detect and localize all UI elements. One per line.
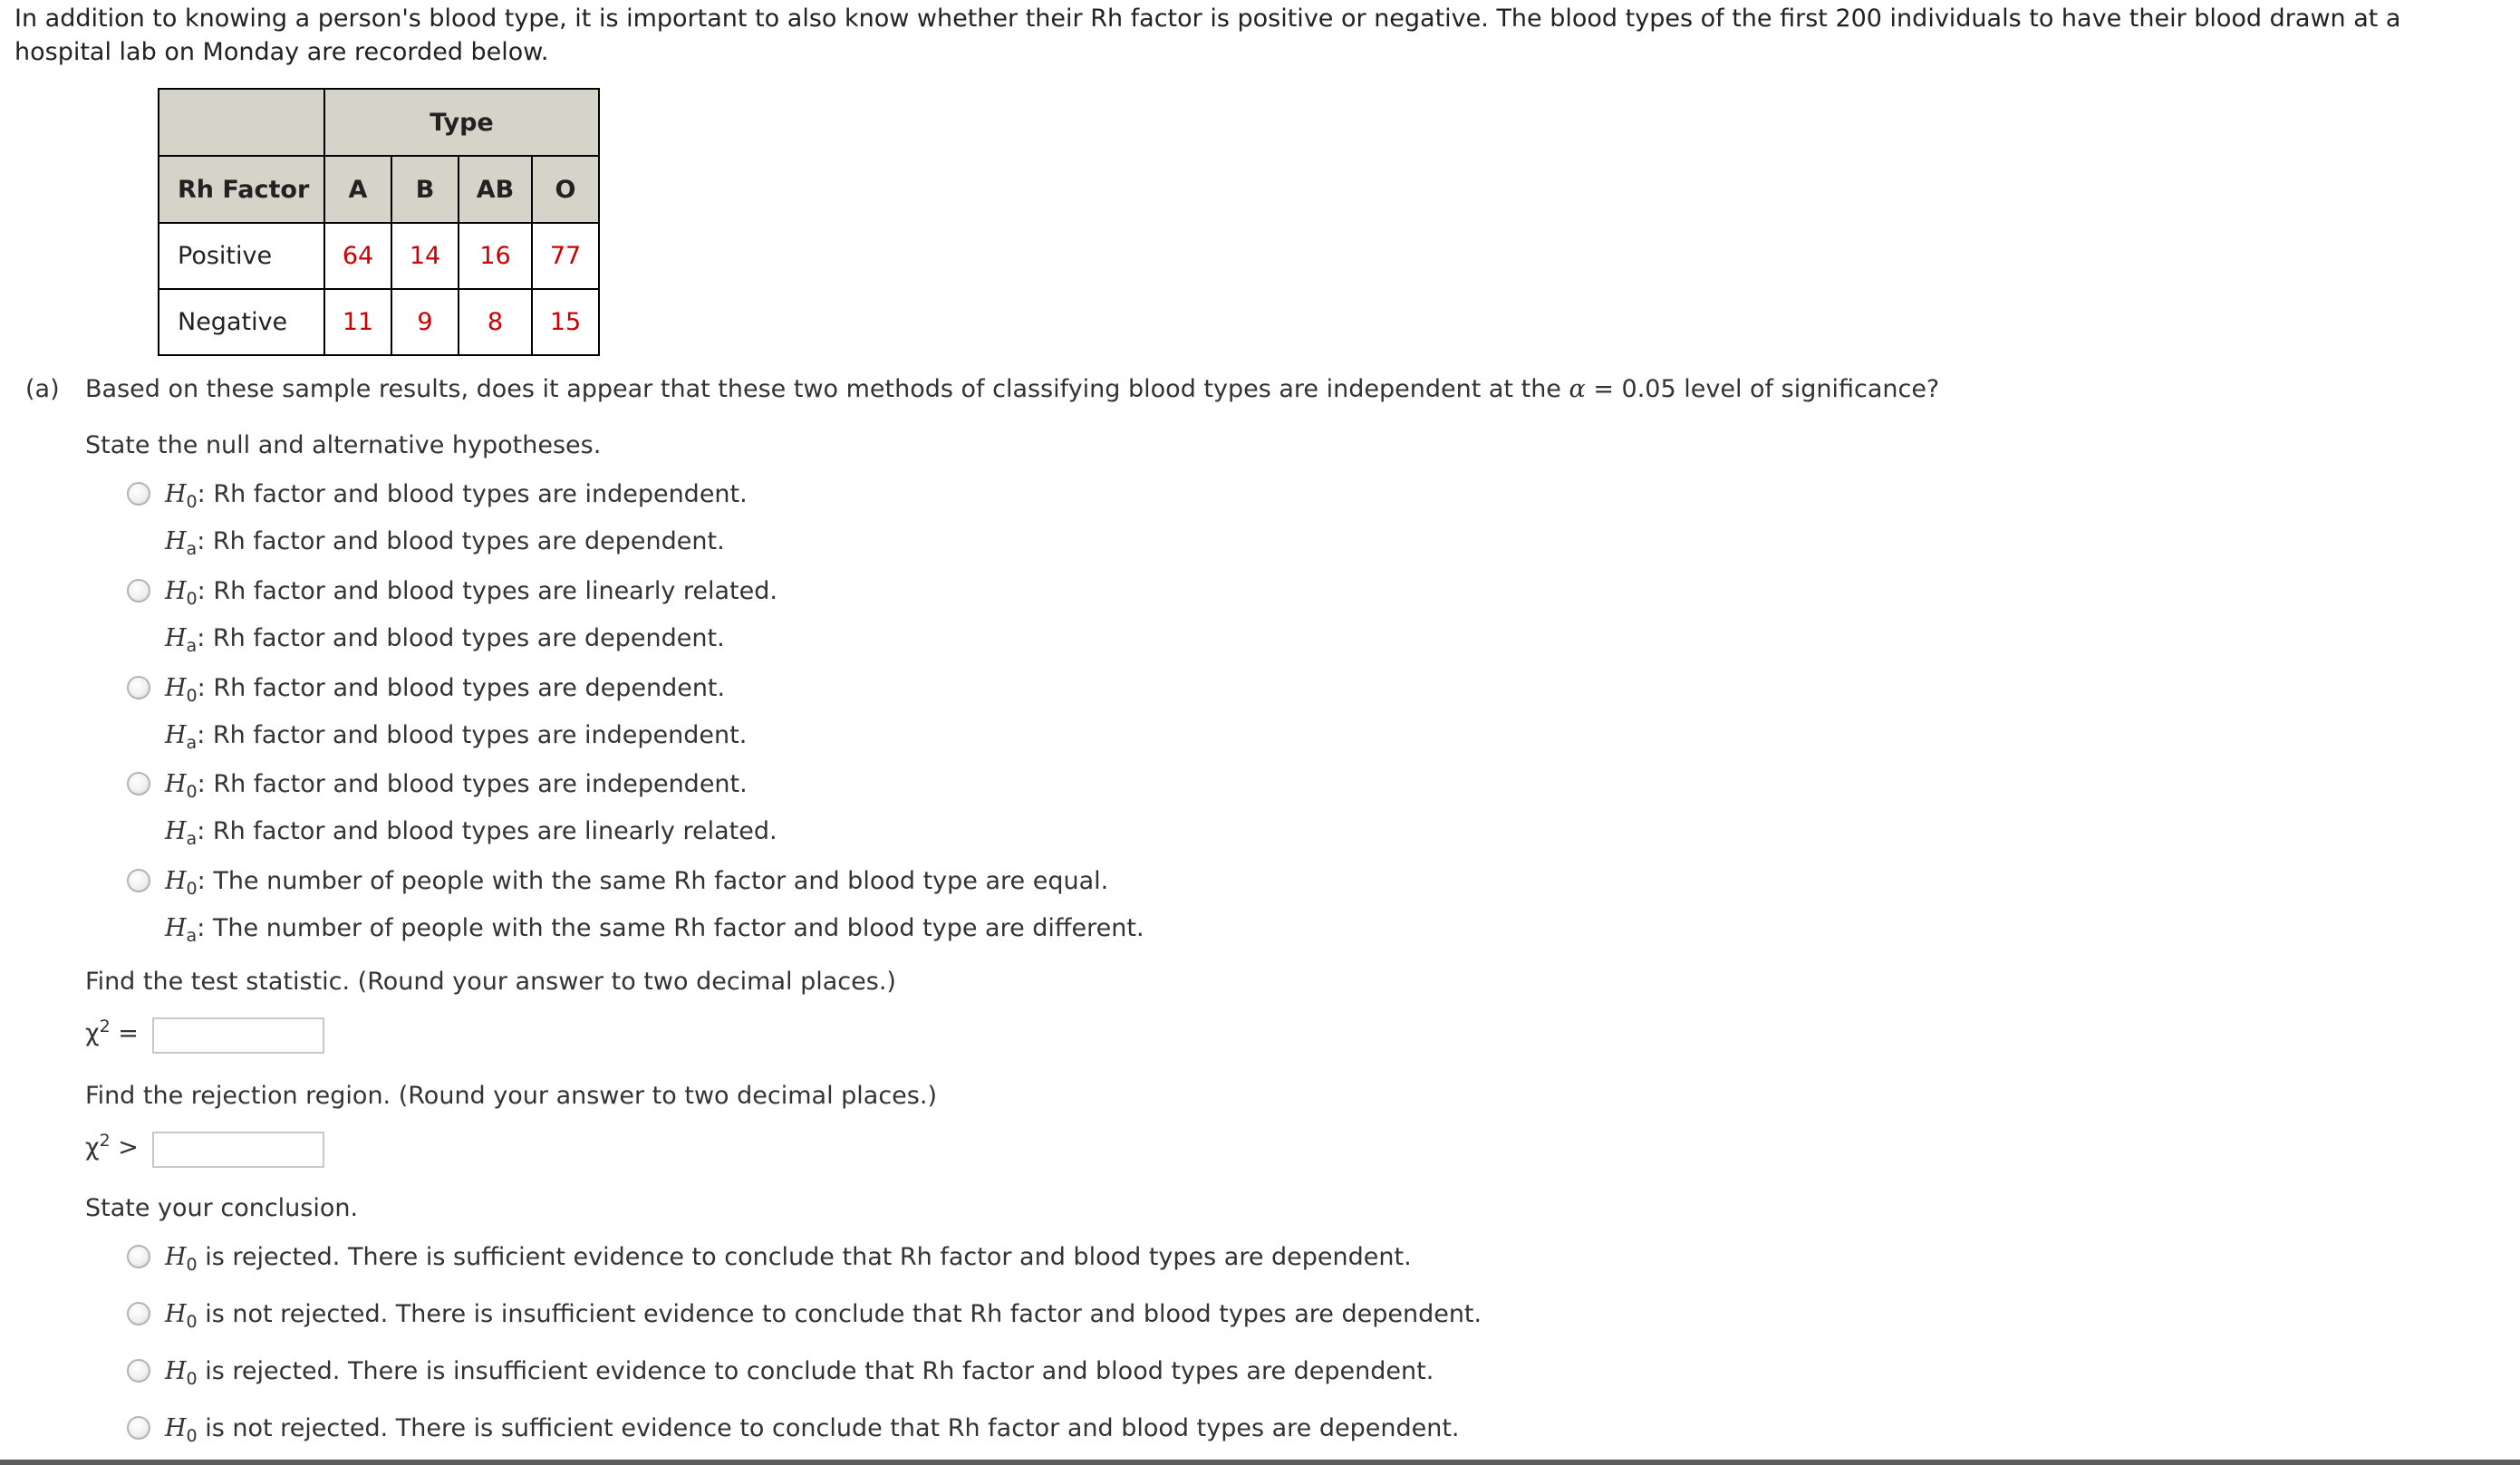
test-statistic-prompt: Find the test statistic. (Round your answer to two decimal places.) <box>85 968 896 996</box>
conclusion-radio-4[interactable] <box>127 1416 150 1440</box>
intro-text: In addition to knowing a person's blood type, it is important to also know whether their Rh factor is positive or negative. The blood types of the first 200 individuals to have their blood drawn at a hospital lab on Monday are recorded below. <box>14 5 2401 66</box>
part-a-question <box>85 375 1939 403</box>
table-row <box>159 223 599 289</box>
alpha-symbol: α <box>1569 375 1586 403</box>
type-header: Type <box>324 89 599 156</box>
cell-negative-o: 15 <box>532 289 599 355</box>
conclusion-radio-2[interactable] <box>127 1302 150 1325</box>
question-end: = 0.05 level of significance? <box>1593 375 1940 403</box>
hypotheses-prompt: State the null and alternative hypotheses. <box>85 431 602 459</box>
ha-text: Rh factor and blood types are dependent. <box>212 624 725 652</box>
conclusion-radio-1[interactable] <box>127 1245 150 1268</box>
h0-text: The number of people with the same Rh factor and blood type are equal. <box>213 867 1109 895</box>
hypothesis-radio-1[interactable] <box>127 482 150 506</box>
row-label-negative: Negative <box>159 289 324 355</box>
cell-positive-a: 64 <box>324 223 391 289</box>
hypothesis-radio-3[interactable] <box>127 676 150 699</box>
rh-factor-header: Rh Factor <box>159 156 324 223</box>
hypothesis-radio-4[interactable] <box>127 772 150 795</box>
test-statistic-input[interactable] <box>152 1017 324 1054</box>
column-header-ab: AB <box>459 156 532 223</box>
blood-type-table <box>158 88 600 356</box>
rejection-region-input[interactable] <box>152 1132 324 1168</box>
cell-negative-b: 9 <box>391 289 459 355</box>
rejection-region-prompt: Find the rejection region. (Round your answer to two decimal places.) <box>85 1082 937 1110</box>
cell-negative-a: 11 <box>324 289 391 355</box>
h0-text: Rh factor and blood types are linearly related. <box>213 577 777 605</box>
ha-text: The number of people with the same Rh factor and blood type are different. <box>212 914 1144 942</box>
conclusion-radio-3[interactable] <box>127 1359 150 1383</box>
h0-text: Rh factor and blood types are independent. <box>213 770 748 798</box>
hypothesis-radio-2[interactable] <box>127 579 150 602</box>
conclusion-text: is rejected. There is insufficient evidence to conclude that Rh factor and blood types are dependent. <box>205 1357 1434 1385</box>
hypothesis-option-2[interactable]: $H_0$: Rh factor and blood types are linearly related. $H_a$: Rh factor and blood types are dependent. <box>165 577 777 656</box>
conclusion-option-1[interactable]: $H_0$ is rejected. There is sufficient evidence to conclude that Rh factor and blood types are dependent. <box>165 1243 1412 1275</box>
chi-squared-equals-label: $\chi^2$ = <box>85 1017 139 1047</box>
chi-symbol: χ <box>85 1019 100 1047</box>
hypothesis-option-1[interactable]: $H_0$: Rh factor and blood types are independent. $H_a$: Rh factor and blood types are dependent. <box>165 480 748 559</box>
cell-negative-ab: 8 <box>459 289 532 355</box>
hypothesis-option-5[interactable]: $H_0$: The number of people with the same Rh factor and blood type are equal. $H_a$: The number of people with the same Rh factor and blood type are different. <box>165 867 1144 946</box>
table-corner <box>159 89 324 156</box>
column-header-a: A <box>324 156 391 223</box>
conclusion-option-2[interactable]: $H_0$ is not rejected. There is insufficient evidence to conclude that Rh factor and blood types are dependent. <box>165 1300 1482 1332</box>
hypothesis-option-4[interactable]: $H_0$: Rh factor and blood types are independent. $H_a$: Rh factor and blood types are linearly related. <box>165 770 777 849</box>
ha-text: Rh factor and blood types are independent. <box>212 721 748 749</box>
row-label-positive: Positive <box>159 223 324 289</box>
hypothesis-radio-5[interactable] <box>127 869 150 892</box>
part-a-label: (a) <box>25 375 60 403</box>
question-start: Based on these sample results, does it appear that these two methods of classifying blood types are independent at the <box>85 375 1561 403</box>
chi-squared-greater-label: $\chi^2$ > <box>85 1131 139 1161</box>
column-header-o: O <box>532 156 599 223</box>
conclusion-text: is not rejected. There is insufficient evidence to conclude that Rh factor and blood types are dependent. <box>205 1300 1482 1328</box>
table-row <box>159 289 599 355</box>
conclusion-option-4[interactable]: $H_0$ is not rejected. There is sufficient evidence to conclude that Rh factor and blood types are dependent. <box>165 1414 1460 1446</box>
conclusion-prompt: State your conclusion. <box>85 1194 359 1222</box>
h0-text: Rh factor and blood types are independent. <box>213 480 748 508</box>
chi-symbol: χ <box>85 1133 100 1161</box>
cell-positive-ab: 16 <box>459 223 532 289</box>
cell-positive-o: 77 <box>532 223 599 289</box>
ha-text: Rh factor and blood types are linearly related. <box>212 817 777 845</box>
conclusion-text: is not rejected. There is sufficient evidence to conclude that Rh factor and blood types are dependent. <box>205 1414 1460 1442</box>
cell-positive-b: 14 <box>391 223 459 289</box>
conclusion-text: is rejected. There is sufficient evidence to conclude that Rh factor and blood types are dependent. <box>205 1243 1412 1271</box>
h0-text: Rh factor and blood types are dependent. <box>213 674 726 702</box>
bottom-divider <box>0 1460 2520 1465</box>
conclusion-option-3[interactable]: $H_0$ is rejected. There is insufficient evidence to conclude that Rh factor and blood types are dependent. <box>165 1357 1434 1389</box>
ha-text: Rh factor and blood types are dependent. <box>212 527 725 555</box>
column-header-b: B <box>391 156 459 223</box>
hypothesis-option-3[interactable]: $H_0$: Rh factor and blood types are dependent. $H_a$: Rh factor and blood types are independent. <box>165 674 748 753</box>
